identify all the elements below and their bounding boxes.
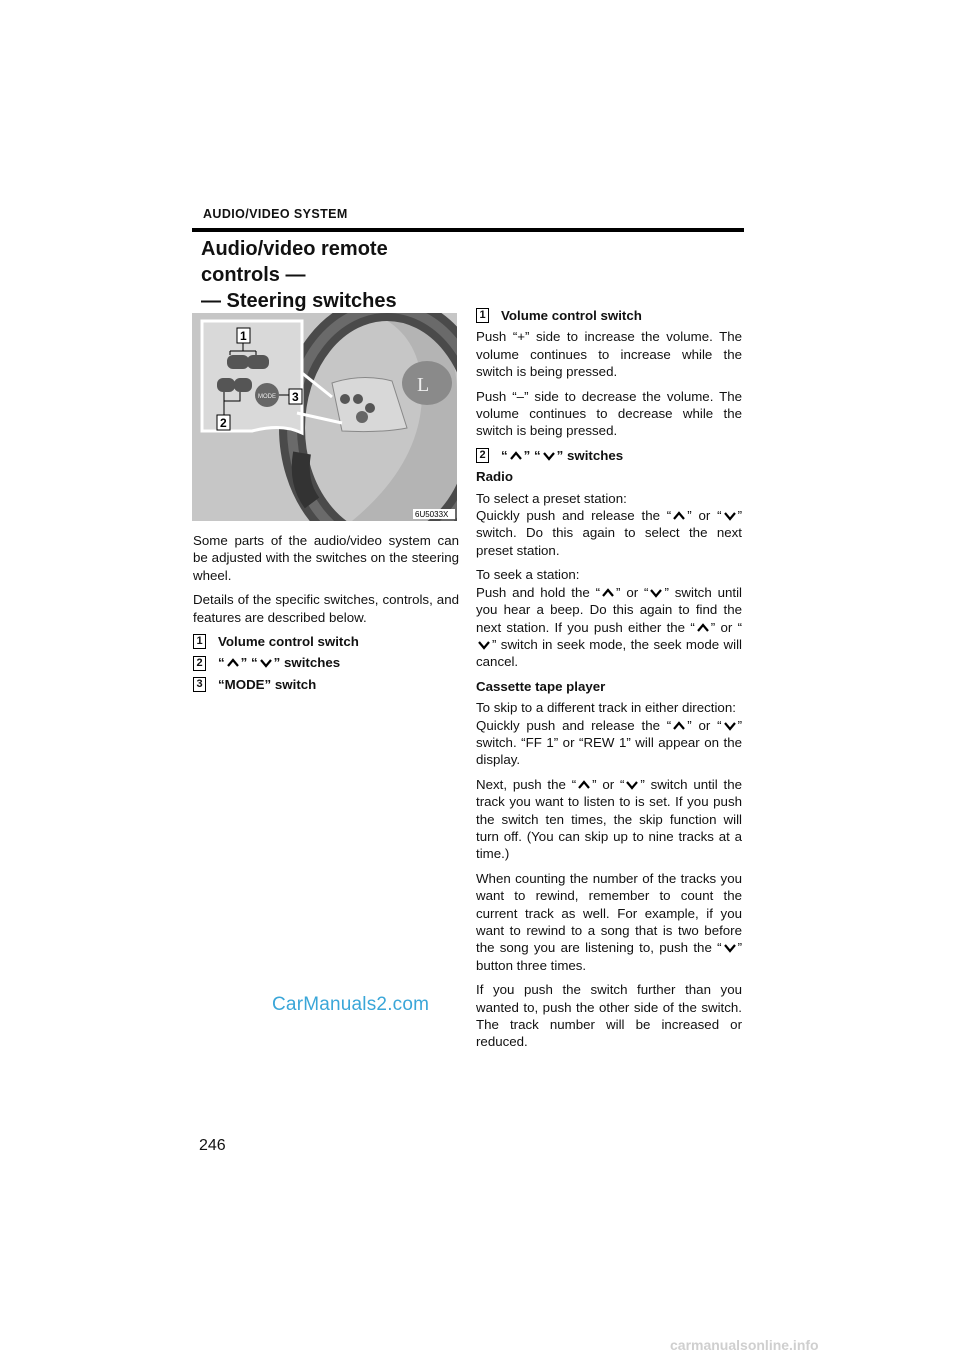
list-num-2: 2 xyxy=(193,656,206,671)
intro-paragraph-2: Details of the specific switches, controls, and features are described below. xyxy=(193,592,459,625)
down-arrow-icon xyxy=(724,721,736,731)
updown-heading xyxy=(476,447,742,464)
site-watermark[interactable]: CarManuals2.com xyxy=(272,994,430,1015)
down-arrow-icon xyxy=(543,451,555,461)
down-arrow-icon xyxy=(478,640,490,650)
radio-seek: To seek a station: Push and hold the “ ” or “ ” switch until you hear a beep. Do this again to find the next station. If you push either the “ ” or “” switch in seek mode, the seek mode will cancel. xyxy=(476,567,742,670)
left-column xyxy=(193,532,459,697)
down-arrow-icon xyxy=(724,943,736,953)
up-arrow-icon xyxy=(578,780,590,790)
cassette-overshoot: If you push the switch further than you wanted to, push the other side of the switch. The track number will be increased or reduced. xyxy=(476,982,742,1050)
svg-text:L: L xyxy=(417,374,430,396)
list-item-1 xyxy=(193,633,459,650)
list-label-2: “ ” “ ” switches xyxy=(218,655,341,671)
footer-watermark[interactable]: carmanualsonline.info xyxy=(670,1337,819,1353)
title-line-1: Audio/video remote xyxy=(201,238,388,260)
volume-heading xyxy=(476,307,742,324)
up-arrow-icon xyxy=(673,721,685,731)
down-arrow-icon xyxy=(650,588,662,598)
radio-preset: To select a preset station: Quickly push and release the “ ” or “ ” switch. Do this again to select the next preset station. xyxy=(476,490,742,558)
list-item-3 xyxy=(193,676,459,693)
right-column xyxy=(476,307,742,1058)
radio-heading: Radio xyxy=(476,469,513,485)
cassette-rewind: When counting the number of the tracks you want to rewind, remember to count the current track as well. For example, if you want to rewind to a song that is two before the song you are listening to, push the “ ” button three times. xyxy=(476,870,742,973)
up-arrow-icon xyxy=(510,451,522,461)
steering-switch-illustration xyxy=(192,313,457,521)
down-arrow-icon xyxy=(626,780,638,790)
section-header: AUDIO/VIDEO SYSTEM xyxy=(203,207,348,221)
volume-up-text: Push “+” side to increase the volume. The volume continues to increase while the switch is being pressed. xyxy=(476,329,742,380)
page-number: 246 xyxy=(199,1137,226,1154)
up-arrow-icon xyxy=(602,588,614,598)
volume-down-text: Push “–” side to decrease the volume. The volume continues to decrease while the switch is being pressed. xyxy=(476,388,742,439)
cassette-heading: Cassette tape player xyxy=(476,678,606,694)
list-label-1: Volume control switch xyxy=(218,634,359,650)
page-title xyxy=(201,236,397,314)
callout-2: 2 xyxy=(220,416,227,430)
cassette-next: Next, push the “ ” or “ ” switch until the track you want to listen to is set. If you push the switch ten times, the skip function will turn off. (You can skip up to nine tracks at a time.) xyxy=(476,776,742,862)
title-line-3: — Steering switches xyxy=(201,290,397,312)
volume-heading-label: Volume control switch xyxy=(501,308,642,323)
list-num-1: 1 xyxy=(193,634,206,649)
up-arrow-icon xyxy=(227,658,239,668)
volume-heading-num: 1 xyxy=(476,308,489,323)
intro-paragraph-1: Some parts of the audio/video system can be adjusted with the switches on the steering wheel. xyxy=(193,533,459,583)
list-item-2 xyxy=(193,654,459,671)
updown-heading-num: 2 xyxy=(476,448,489,463)
down-arrow-icon xyxy=(724,511,736,521)
list-num-3: 3 xyxy=(193,677,206,692)
up-arrow-icon xyxy=(697,623,709,633)
header-rule xyxy=(192,228,744,232)
cassette-skip: To skip to a different track in either direction: Quickly push and release the “ ” or “ ” switch. “FF 1” or “REW 1” will appear on the display. xyxy=(476,700,742,768)
title-line-2: controls — xyxy=(201,264,306,286)
list-label-3: “MODE” switch xyxy=(218,676,317,692)
updown-heading-label: “ ” “ ” switches xyxy=(501,447,624,463)
figure-code: 6U5033X xyxy=(415,510,449,519)
up-arrow-icon xyxy=(673,511,685,521)
down-arrow-icon xyxy=(260,658,272,668)
callout-3: 3 xyxy=(292,390,299,404)
callout-1: 1 xyxy=(240,329,247,343)
mode-button-label: MODE xyxy=(258,394,276,400)
steering-wheel-drawing xyxy=(192,313,457,521)
